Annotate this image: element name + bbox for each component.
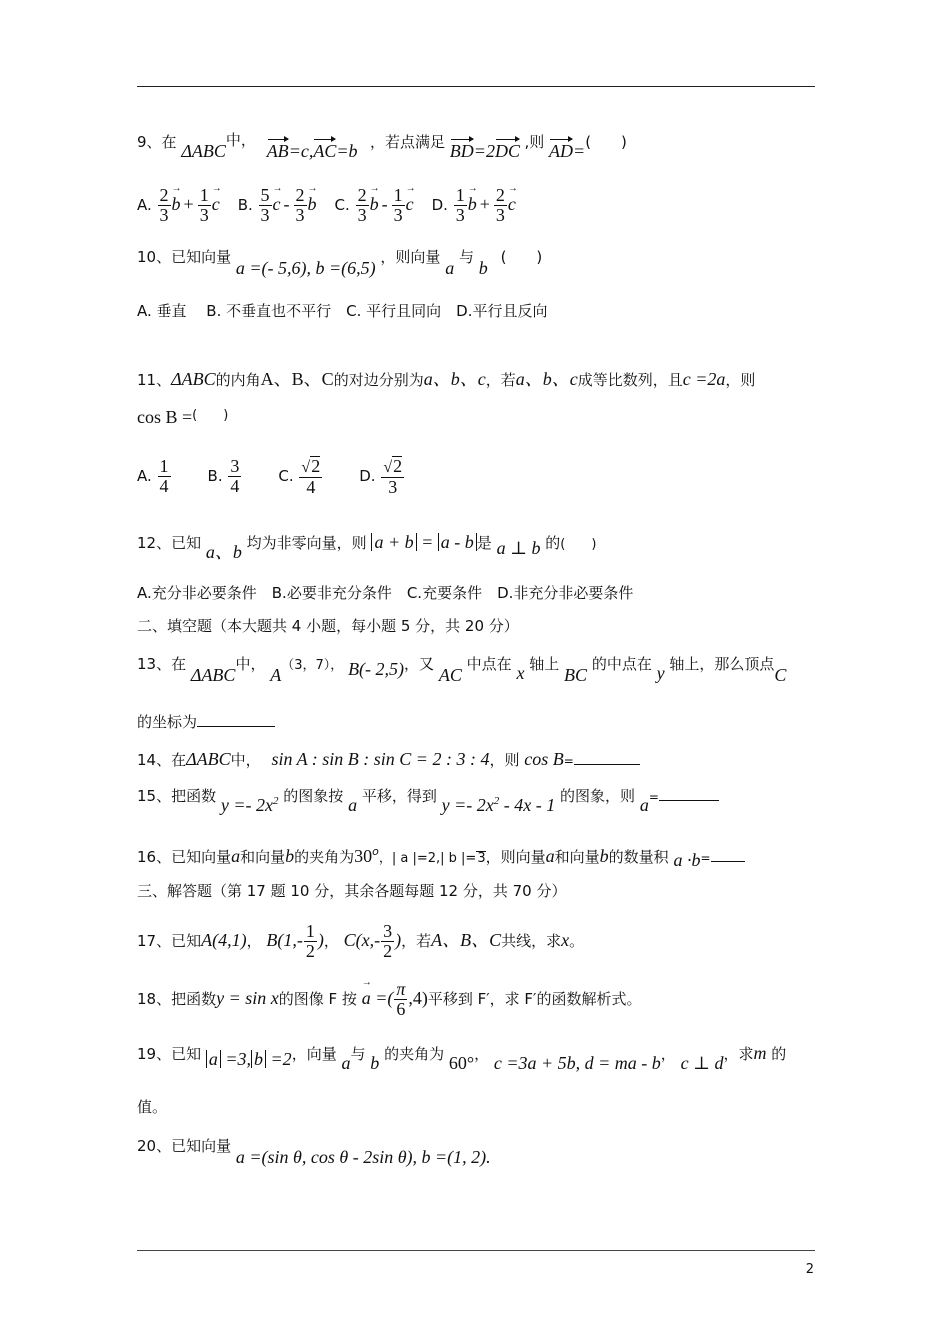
q11-option-c: C. $\frac{√2}{4}$	[278, 456, 321, 497]
answer-blank-15[interactable]	[659, 800, 719, 801]
footer-rule	[137, 1250, 815, 1251]
question-12: 12、已知 a、b 均为非零向量，则 a + b = a - b 是 a ⊥ b 的( )	[137, 532, 597, 562]
question-13-line2: 的坐标为	[137, 715, 275, 730]
question-11-line2: cos B =( )	[137, 407, 229, 427]
question-9: 9、在 ΔABC中， AB=c,AC=b ，若点满足 BD=2DC ,则 AD=( )	[137, 131, 627, 161]
question-13: 13、在 ΔABC中， A（3，7）， B(- 2,5)，又 AC 中点在 x 轴上 BC 的中点在 y 轴上，那么顶点C	[137, 655, 787, 685]
page-number: 2	[805, 1262, 814, 1277]
question-15: 15、把函数 $y =- 2x^2$ 的图象按 a 平移，得到 $y =- 2x^2 - 4x - 1$ 的图象，则 a=	[137, 786, 719, 804]
question-19: 19、已知 a =3, b =2，向量 a与 b 的夹角为 60°， c =3a + 5b, d = ma - b， c ⊥ d，求m 的	[137, 1043, 787, 1073]
section-fill-in-heading: 二、填空题（本大题共 4 小题，每小题 5 分，共 20 分）	[137, 617, 519, 635]
question-16: 16、已知向量a和向量b的夹角为30$^o$，| a |=2,| b |=3，则向量a和向量b的数量积 a ·b=	[137, 846, 745, 865]
question-20: 20、已知向量 a =(sin θ, cos θ - 2sin θ), b =(1, 2).	[137, 1137, 491, 1167]
question-14: 14、在ΔABC中， sin A : sin B : sin C = 2 : 3 : 4，则 cos B=	[137, 750, 640, 768]
question-17: 17、已知A(4,1)， B(1,- $\frac{1}{2}$ )， C(x,- $\frac{3}{2}$ )，若A、B、C共线，求x。	[137, 921, 585, 961]
q9-option-c: C. $\frac{2}{3}$ b → - $\frac{1}{3}$ c →	[335, 186, 414, 225]
q11-option-b: B. $\frac{3}{4}$	[207, 455, 240, 496]
question-11-options	[137, 456, 441, 497]
question-19-line2: 值。	[137, 1098, 168, 1116]
answer-blank-14[interactable]	[574, 764, 640, 765]
question-10: 10、已知向量 a =(- 5,6), b =(6,5) ，则向量 a 与 b ( )	[137, 248, 543, 278]
section-solutions-heading: 三、解答题（第 17 题 10 分，其余各题每题 12 分，共 70 分）	[137, 882, 567, 900]
header-rule	[137, 86, 815, 87]
q9-option-b: B. $\frac{5}{3}$ c → - $\frac{2}{3}$ b →	[238, 186, 317, 225]
question-11: 11、ΔABC的内角A、B、C的对边分别为a、b、c，若a、b、c成等比数列，且c =2a，则	[137, 369, 756, 389]
q11-option-d: D. $\frac{√2}{3}$	[359, 456, 403, 497]
answer-blank-16[interactable]	[711, 861, 745, 862]
q11-option-a: A. $\frac{1}{4}$	[137, 455, 169, 496]
answer-blank-13[interactable]	[197, 726, 275, 727]
q9-option-a: A. $\frac{2}{3}$ b → + $\frac{1}{3}$ c →	[137, 186, 220, 225]
question-9-options	[137, 186, 534, 225]
question-12-options: A.充分非必要条件 B.必要非充分条件 C.充要条件 D.非充分非必要条件	[137, 584, 634, 602]
q9-option-d: D. $\frac{1}{3}$ b → + $\frac{2}{3}$ c →	[432, 186, 516, 225]
question-10-options: A. 垂直 B. 不垂直也不平行 C. 平行且同向 D.平行且反向	[137, 302, 548, 320]
question-18: 18、把函数y = sin x的图像 F 按 a → =( $\frac{\pi}{6}$ ,4)平移到 F′，求 F′的函数解析式。	[137, 980, 641, 1019]
